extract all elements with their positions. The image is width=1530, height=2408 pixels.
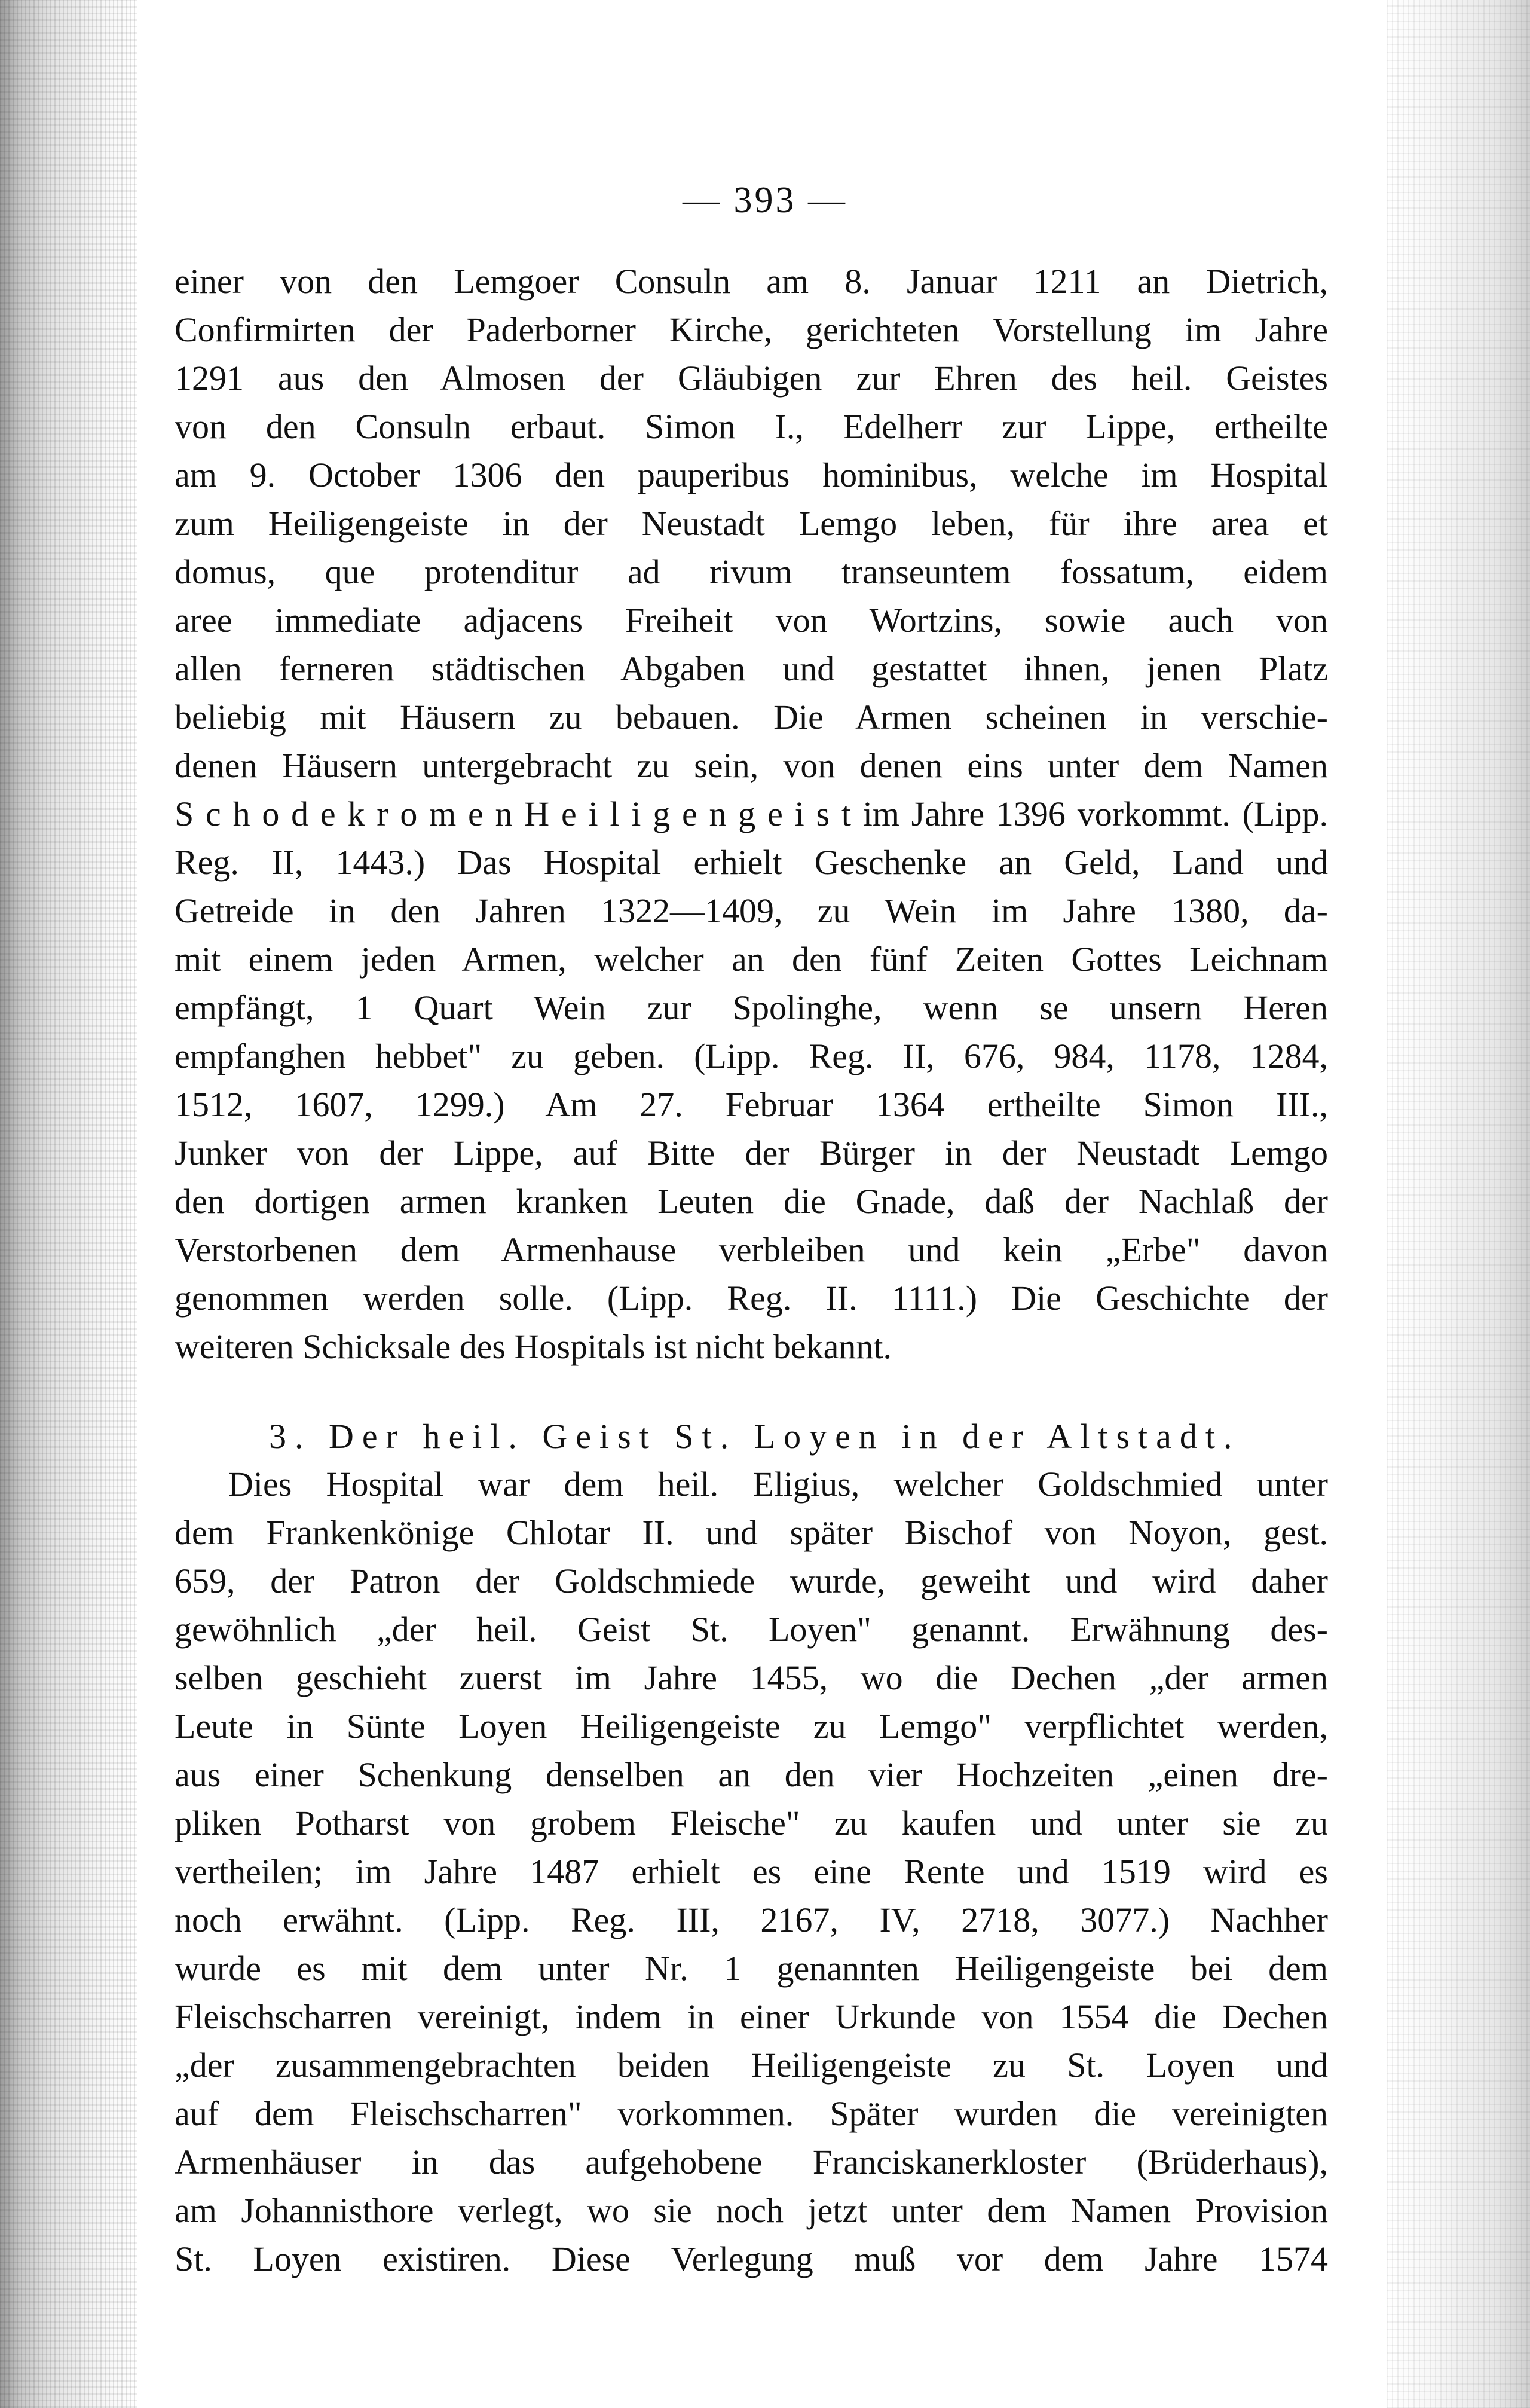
text-line: zum Heiligengeiste in der Neustadt Lemgo leben, für ihre area et	[175, 504, 1328, 543]
text-line: am Johannisthore verlegt, wo sie noch jetzt unter dem Namen Provision	[175, 2191, 1328, 2230]
text-line: Junker von der Lippe, auf Bitte der Bürger in der Neustadt Lemgo	[175, 1133, 1328, 1172]
text-line: domus, que protenditur ad rivum transeuntem fossatum, eidem	[175, 552, 1328, 591]
text-line: Leute in Sünte Loyen Heiligengeiste zu Lemgo" verpflichtet werden,	[175, 1707, 1328, 1746]
text-line: genommen werden solle. (Lipp. Reg. II. 1111.) Die Geschichte der	[175, 1279, 1328, 1318]
text-line: von den Consuln erbaut. Simon I., Edelherr zur Lippe, ertheilte	[175, 407, 1328, 446]
scan-edge-left	[0, 0, 137, 2408]
text-line: Reg. II, 1443.) Das Hospital erhielt Geschenke an Geld, Land und	[175, 843, 1328, 882]
text-line: empfanghen hebbet" zu geben. (Lipp. Reg. II, 676, 984, 1178, 1284,	[175, 1037, 1328, 1075]
text-line: Fleischscharren vereinigt, indem in einer Urkunde von 1554 die Dechen	[175, 1997, 1328, 2036]
text-line: 1291 aus den Almosen der Gläubigen zur Ehren des heil. Geistes	[175, 359, 1328, 398]
text-line: dem Frankenkönige Chlotar II. und später Bischof von Noyon, gest.	[175, 1513, 1328, 1552]
text-line: 1512, 1607, 1299.) Am 27. Februar 1364 ertheilte Simon III.,	[175, 1085, 1328, 1124]
page-number: — 393 —	[683, 180, 847, 221]
text-line: Dies Hospital war dem heil. Eligius, welcher Goldschmied unter	[228, 1465, 1328, 1504]
text-line: aus einer Schenkung denselben an den vier Hochzeiten „einen dre-	[175, 1755, 1328, 1794]
text-line: mit einem jeden Armen, welcher an den fünf Zeiten Gottes Leichnam	[175, 940, 1328, 979]
text-line: empfängt, 1 Quart Wein zur Spolinghe, wenn se unsern Heren	[175, 988, 1328, 1027]
text-line: aree immediate adjacens Freiheit von Wortzins, sowie auch von	[175, 601, 1328, 640]
paragraph-hospital-neustadt	[175, 257, 1328, 1371]
text-line: Armenhäuser in das aufgehobene Franciskanerkloster (Brüderhaus),	[175, 2143, 1328, 2181]
scan-edge-right	[1387, 0, 1530, 2408]
text-line: den dortigen armen kranken Leuten die Gnade, daß der Nachlaß der	[175, 1182, 1328, 1221]
text-line: beliebig mit Häusern zu bebauen. Die Armen scheinen in verschie-	[175, 698, 1328, 737]
text-line: einer von den Lemgoer Consuln am 8. Januar 1211 an Dietrich,	[175, 262, 1328, 301]
text-line: pliken Potharst von grobem Fleische" zu kaufen und unter sie zu	[175, 1804, 1328, 1842]
text-line: am 9. October 1306 den pauperibus hominibus, welche im Hospital	[175, 456, 1328, 494]
text-line: noch erwähnt. (Lipp. Reg. III, 2167, IV, 2718, 3077.) Nachher	[175, 1900, 1328, 1939]
text-line: vertheilen; im Jahre 1487 erhielt es eine Rente und 1519 wird es	[175, 1852, 1328, 1891]
text-line: denen Häusern untergebracht zu sein, von denen eins unter dem Namen	[175, 746, 1328, 785]
paragraph-st-loyen	[175, 1460, 1328, 2283]
text-line: auf dem Fleischscharren" vorkommen. Später wurden die vereinigten	[175, 2094, 1328, 2133]
section-heading: 3. Der heil. Geist St. Loyen in der Altstadt.	[269, 1417, 1241, 1456]
text-line: wurde es mit dem unter Nr. 1 genannten Heiligengeiste bei dem	[175, 1949, 1328, 1988]
text-line: selben geschieht zuerst im Jahre 1455, wo die Dechen „der armen	[175, 1658, 1328, 1697]
text-line: Confirmirten der Paderborner Kirche, gerichteten Vorstellung im Jahre	[175, 310, 1328, 349]
text-line: St. Loyen existiren. Diese Verlegung muß vor dem Jahre 1574	[175, 2239, 1328, 2278]
text-line: „der zusammengebrachten beiden Heiligengeiste zu St. Loyen und	[175, 2046, 1328, 2085]
text-line: Getreide in den Jahren 1322—1409, zu Wein im Jahre 1380, da-	[175, 891, 1328, 930]
text-line: weiteren Schicksale des Hospitals ist nicht bekannt.	[175, 1327, 892, 1366]
text-line: gewöhnlich „der heil. Geist St. Loyen" genannt. Erwähnung des-	[175, 1610, 1328, 1649]
text-line: Verstorbenen dem Armenhause verbleiben und kein „Erbe" davon	[175, 1230, 1328, 1269]
text-line: 659, der Patron der Goldschmiede wurde, geweiht und wird daher	[175, 1561, 1328, 1600]
text-line: S c h o d e k r o m e n H e i l i g e n g e i s t im Jahre 1396 vorkommt. (Lipp.	[175, 794, 1328, 833]
text-line: allen ferneren städtischen Abgaben und gestattet ihnen, jenen Platz	[175, 649, 1328, 688]
